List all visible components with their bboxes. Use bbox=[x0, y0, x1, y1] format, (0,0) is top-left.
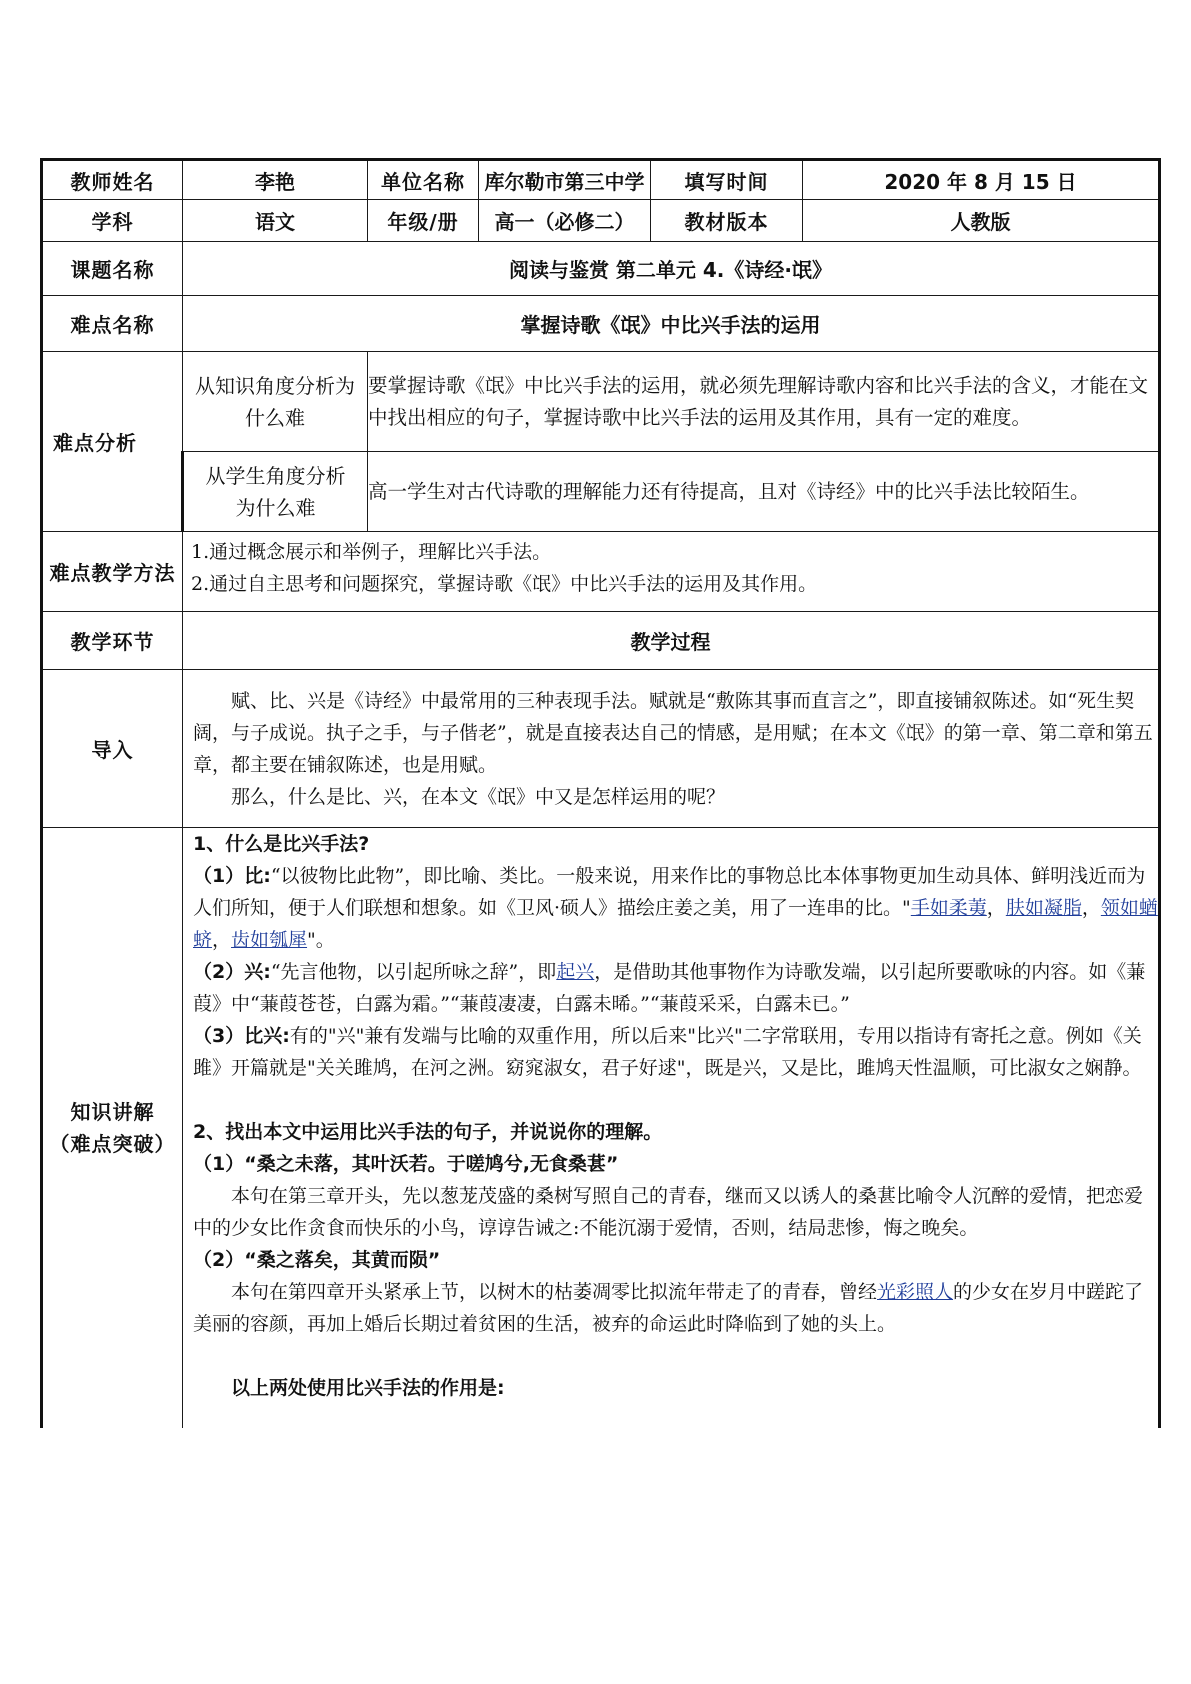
question-1: 1、什么是比兴手法? bbox=[193, 833, 370, 855]
unit-label: 单位名称 bbox=[368, 160, 479, 200]
link-chi-ru-hu-xi[interactable]: 齿如瓠犀 bbox=[231, 929, 308, 951]
knowledge-row bbox=[42, 828, 1160, 1428]
analysis-student-label: 从学生角度分析为什么难 bbox=[183, 452, 368, 532]
knowledge-label-line-2: （难点突破） bbox=[49, 1131, 176, 1156]
xing-heading: （2）兴: bbox=[193, 961, 271, 983]
bi-separator-2: ， bbox=[1081, 897, 1101, 919]
method-line-2: 2.通过自主思考和问题探究，掌握诗歌《氓》中比兴手法的运用及其作用。 bbox=[191, 573, 818, 595]
date-value: 2020 年 8 月 15 日 bbox=[803, 160, 1160, 200]
edition-label: 教材版本 bbox=[651, 200, 803, 242]
link-guang-cai-zhao-ren[interactable]: 光彩照人 bbox=[877, 1281, 954, 1303]
unit-value: 库尔勒市第三中学 bbox=[479, 160, 651, 200]
bi-end: "。 bbox=[307, 929, 335, 951]
method-text bbox=[183, 532, 1160, 612]
method-line-1: 1.通过概念展示和举例子，理解比兴手法。 bbox=[191, 541, 552, 563]
stage-label: 教学环节 bbox=[42, 612, 183, 670]
knowledge-label-line-1: 知识讲解 bbox=[70, 1099, 155, 1124]
process-header-row bbox=[42, 612, 1160, 670]
intro-paragraph-2: 那么，什么是比、兴，在本文《氓》中又是怎样运用的呢？ bbox=[231, 785, 726, 808]
lesson-plan-table bbox=[40, 158, 1161, 1428]
sentence-1-analysis: 本句在第三章开头，先以葱茏茂盛的桑树写照自己的青春，继而又以诱人的桑葚比喻令人沉醉的爱情，把恋爱中的少女比作贪食而快乐的小鸟，谆谆告诫之:不能沉溺于爱情，否则，结局悲惨，悔之晚矣。 bbox=[193, 1185, 1144, 1239]
bi-heading: （1）比: bbox=[193, 865, 271, 887]
xing-text-2: ，是借助其他事物作为诗歌发端，以引起所要歌咏的内容。如《蒹葭》中“蒹葭苍苍，白露为霜。”“蒹葭凄凄，白露未晞。”“蒹葭采采，白露未已。” bbox=[193, 961, 1146, 1015]
link-fu-ru-ning-zhi[interactable]: 肤如凝脂 bbox=[1005, 897, 1082, 919]
topic-label: 课题名称 bbox=[42, 242, 183, 296]
bixing-definition bbox=[193, 1020, 1158, 1084]
bi-separator-3: ， bbox=[212, 929, 232, 951]
method-label: 难点教学方法 bbox=[42, 532, 183, 612]
grade-label: 年级/册 bbox=[368, 200, 479, 242]
link-qi-xing[interactable]: 起兴 bbox=[556, 961, 595, 983]
analysis-row-student bbox=[42, 452, 1160, 532]
xing-text-1: “先言他物，以引起所咏之辞”，即 bbox=[270, 961, 557, 983]
teacher-value: 李艳 bbox=[183, 160, 368, 200]
knowledge-label bbox=[42, 828, 183, 1428]
intro-row bbox=[42, 670, 1160, 828]
spacer bbox=[193, 1340, 1158, 1372]
intro-text bbox=[183, 670, 1160, 828]
analysis-knowledge-label: 从知识角度分析为什么难 bbox=[183, 352, 368, 452]
date-label: 填写时间 bbox=[651, 160, 803, 200]
bi-separator-1: ， bbox=[986, 897, 1006, 919]
intro-label: 导入 bbox=[42, 670, 183, 828]
sentence-2-analysis bbox=[193, 1276, 1158, 1340]
sentence-2-text-1: 本句在第四章开头紧承上节，以树木的枯萎凋零比拟流年带走了的青春，曾经 bbox=[231, 1281, 878, 1303]
teacher-label: 教师姓名 bbox=[42, 160, 183, 200]
intro-paragraph-1: 赋、比、兴是《诗经》中最常用的三种表现手法。赋就是“敷陈其事而直言之”，即直接铺叙陈述。如“死生契阔，与子成说。执子之手，与子偕老”，就是直接表达自己的情感，是用赋；在本文《氓》的第一章、第二章和第五章，都主要在铺叙陈述，也是用赋。 bbox=[193, 689, 1153, 776]
subject-value: 语文 bbox=[183, 200, 368, 242]
sentence-1-heading: （1）“桑之未落，其叶沃若。于嗟鸠兮,无食桑葚” bbox=[193, 1153, 619, 1175]
edition-value: 人教版 bbox=[803, 200, 1160, 242]
analysis-knowledge-text: 要掌握诗歌《氓》中比兴手法的运用，就必须先理解诗歌内容和比兴手法的含义，才能在文中找出相应的句子，掌握诗歌中比兴手法的运用及其作用，具有一定的难度。 bbox=[368, 352, 1160, 452]
knowledge-content bbox=[183, 828, 1160, 1428]
process-label: 教学过程 bbox=[183, 612, 1160, 670]
difficulty-value: 掌握诗歌《氓》中比兴手法的运用 bbox=[183, 296, 1160, 352]
bixing-heading: （3）比兴: bbox=[193, 1025, 290, 1047]
topic-row bbox=[42, 242, 1160, 296]
sentence-2-text-2: 的少女在岁月中蹉跎了美丽的容颜，再加上婚后长期过着贫困的生活，被弃的命运此时降临到了她的头上。 bbox=[193, 1281, 1144, 1335]
header-row-1 bbox=[42, 160, 1160, 200]
difficulty-label: 难点名称 bbox=[42, 296, 183, 352]
analysis-student-text: 高一学生对古代诗歌的理解能力还有待提高，且对《诗经》中的比兴手法比较陌生。 bbox=[368, 452, 1160, 532]
analysis-row-knowledge bbox=[42, 352, 1160, 452]
bi-definition bbox=[193, 860, 1158, 956]
subject-label: 学科 bbox=[42, 200, 183, 242]
link-ling-ru-qiu-qi[interactable]: 领如蝤蛴 bbox=[193, 897, 1158, 951]
method-row bbox=[42, 532, 1160, 612]
xing-definition bbox=[193, 956, 1158, 1020]
header-row-2 bbox=[42, 200, 1160, 242]
summary-prompt: 以上两处使用比兴手法的作用是: bbox=[231, 1377, 505, 1399]
spacer bbox=[193, 1084, 1158, 1116]
grade-value: 高一（必修二） bbox=[479, 200, 651, 242]
analysis-label: 难点分析 bbox=[42, 352, 183, 532]
question-2: 2、找出本文中运用比兴手法的句子，并说说你的理解。 bbox=[193, 1121, 663, 1143]
bixing-text: 有的"兴"兼有发端与比喻的双重作用，所以后来"比兴"二字常联用，专用以指诗有寄托之意。例如《关雎》开篇就是"关关雎鸠，在河之洲。窈窕淑女，君子好逑"，既是兴，又是比，雎鸠天性温顺，可比淑女之娴静。 bbox=[193, 1025, 1142, 1079]
sentence-2-heading: （2）“桑之落矣，其黄而陨” bbox=[193, 1249, 441, 1271]
bi-text: “以彼物比此物”，即比喻、类比。一般来说，用来作比的事物总比本体事物更加生动具体、鲜明浅近而为人们所知，便于人们联想和想象。如《卫风·硕人》描绘庄姜之美，用了一连串的比。" bbox=[193, 865, 1146, 919]
topic-value: 阅读与鉴赏 第二单元 4.《诗经·氓》 bbox=[183, 242, 1160, 296]
link-shou-ru-rou-ti[interactable]: 手如柔荑 bbox=[910, 897, 987, 919]
difficulty-row bbox=[42, 296, 1160, 352]
